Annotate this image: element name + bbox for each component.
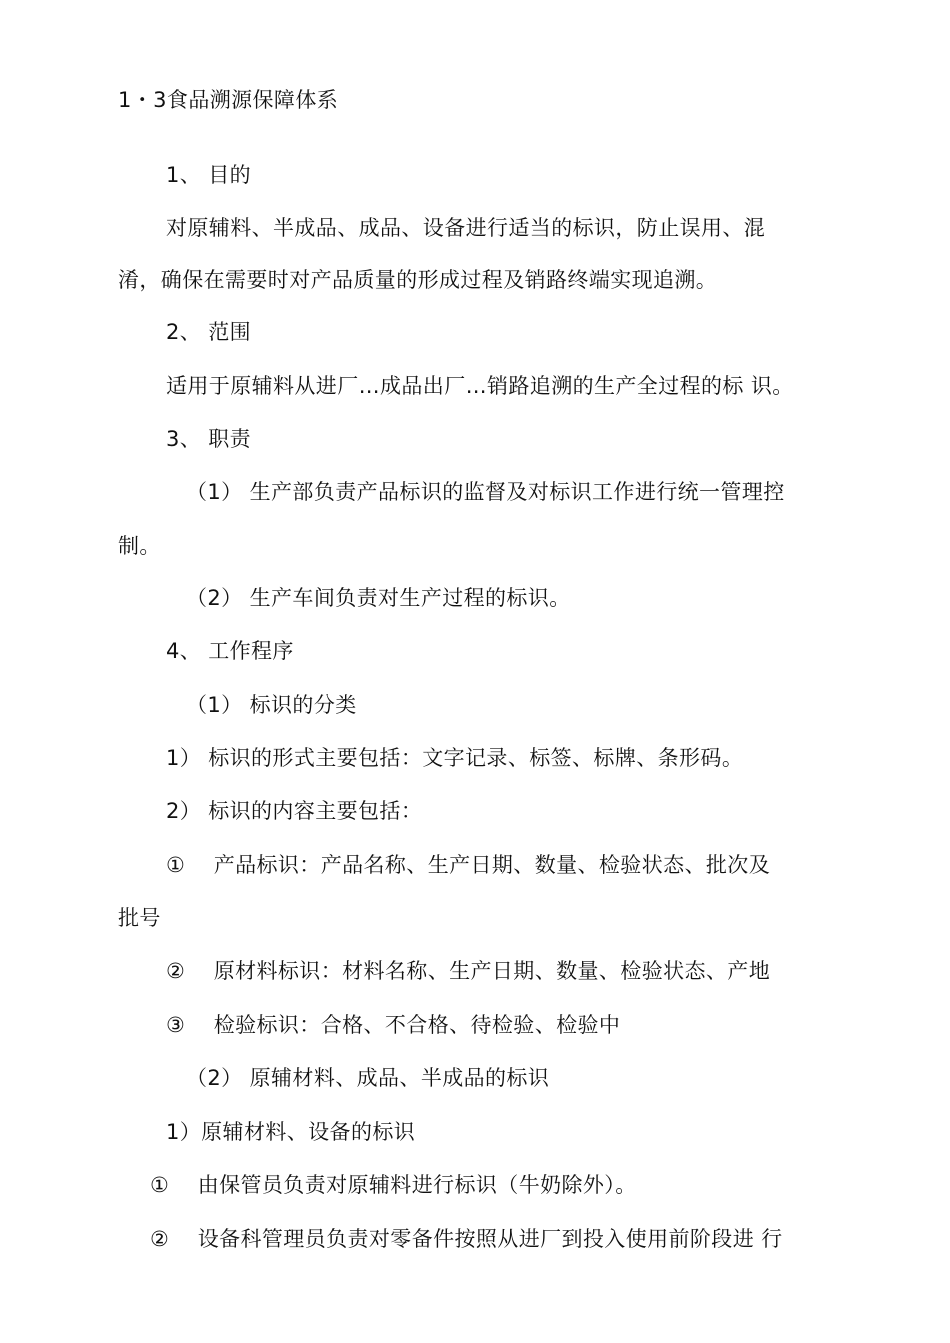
list-item: 2） 标识的内容主要包括： [166,799,423,823]
list-item: ② 设备科管理员负责对零备件按照从进厂到投入使用前阶段进 行 [150,1227,783,1251]
list-item: 1） 标识的形式主要包括：文字记录、标签、标牌、条形码。 [166,746,744,770]
list-item: ① 由保管员负责对原辅料进行标识（牛奶除外）。 [150,1173,637,1197]
section-heading-responsibility: 3、 职责 [166,427,252,451]
list-item: 1）原辅材料、设备的标识 [166,1120,416,1144]
paragraph-line: 淆，确保在需要时对产品质量的形成过程及销路终端实现追溯。 [118,268,718,292]
list-item-continuation: 批号 [118,906,161,930]
paragraph-line: 适用于原辅料从进厂…成品出厂…销路追溯的生产全过程的标 识。 [166,374,794,398]
subsection-heading: （2） 原辅材料、成品、半成品的标识 [186,1066,550,1090]
list-item: ③ 检验标识：合格、不合格、待检验、检验中 [166,1013,621,1037]
list-item: ① 产品标识：产品名称、生产日期、数量、检验状态、批次及 [166,853,771,877]
subsection-heading: （1） 标识的分类 [186,693,357,717]
document-title: 1・3食品溯源保障体系 [118,88,339,112]
list-item: ② 原材料标识：材料名称、生产日期、数量、检验状态、产地 [166,959,771,983]
paragraph-line: （1） 生产部负责产品标识的监督及对标识工作进行统一管理控 [186,480,785,504]
paragraph-line: 对原辅料、半成品、成品、设备进行适当的标识，防止误用、混 [166,216,766,240]
section-heading-scope: 2、 范围 [166,320,252,344]
paragraph-line: （2） 生产车间负责对生产过程的标识。 [186,586,571,610]
section-heading-procedure: 4、 工作程序 [166,639,294,663]
section-heading-purpose: 1、 目的 [166,163,252,187]
paragraph-line: 制。 [118,534,161,558]
